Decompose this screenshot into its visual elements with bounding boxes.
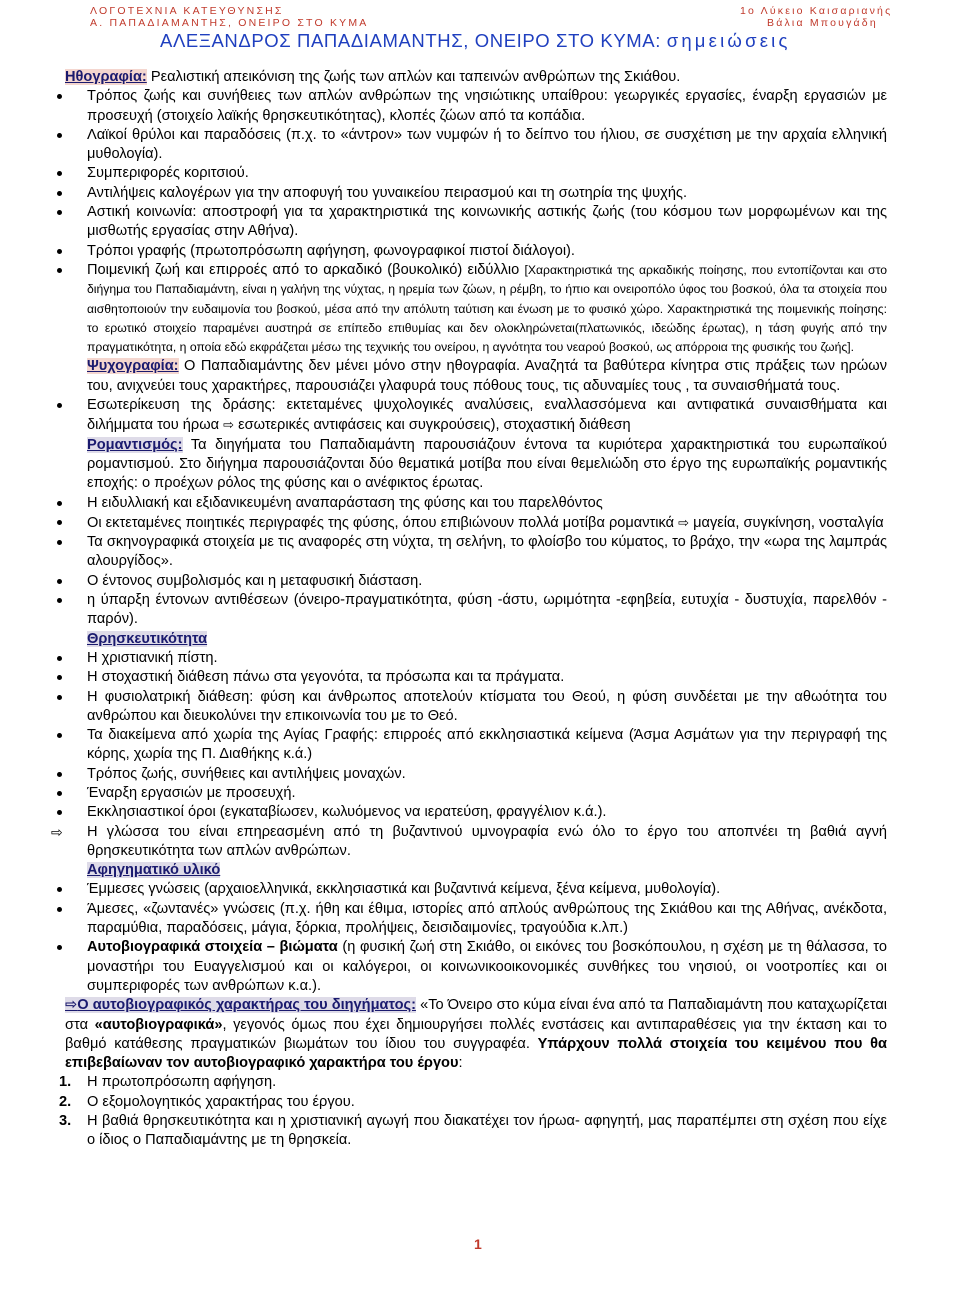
header-school: 1ο Λύκειο Καισαριανής xyxy=(740,5,893,17)
list-item: Τρόπος ζωής, συνήθειες και αντιλήψεις μοναχών. xyxy=(65,765,887,784)
bio-bold: Αυτοβιογραφικά στοιχεία – βιώματα xyxy=(87,939,338,956)
list-item: Τρόποι γραφής (πρωτοπρόσωπη αφήγηση, φωνογραφικοί πιστοί διάλογοι). xyxy=(65,242,887,261)
list-item: Αστική κοινωνία: αποστροφή για τα χαρακτηριστικά της κοινωνικής αστικής ζωής (του κόσμου των μορφωμένων και της μισθωτής εργασίας στην Αθήνα). xyxy=(65,203,887,242)
romantismos-text: Τα διηγήματα του Παπαδιαμάντη παρουσιάζουν έντονα τα κυριότερα χαρακτηριστικά του ευρωπαϊκού ρομαντισμού. Στο διήγημα παρουσιάζονται δύο θεματικά μοτίβα που είναι θεμελιώδη στο έργο της ευρωπαϊκής ρομαντικής εποχής: ο προέχων ρόλος της φύσης και ο ανέφικτος έρωτας. xyxy=(87,436,887,492)
autobio-colon: : xyxy=(458,1055,463,1072)
page-number: 1 xyxy=(474,1236,482,1252)
list-item: Συμπεριφορές κοριτσιού. xyxy=(65,164,887,183)
list-item xyxy=(65,396,887,436)
section-ithografia xyxy=(65,68,887,87)
autobio-text1-bold: «αυτοβιογραφικά» xyxy=(94,1016,223,1033)
title-sub: σημειώσεις xyxy=(666,30,791,51)
list-item: Έμμεσες γνώσεις (αρχαιοελληνικά, εκκλησιαστικά και βυζαντινά κείμενα, ξένα κείμενα, μυθολογία). xyxy=(65,880,887,899)
autobio-text2-bold: Υπάρχουν πολλά στοιχεία του κειμένου που θα επιβεβαίωναν τον αυτοβιογραφικό χαρακτήρα του έργου xyxy=(65,1035,887,1072)
numbered-item xyxy=(59,1073,887,1092)
autobio-text2: , γεγονός όμως που έχει δημιουργήσει πολλές ενστάσεις και αντιπαραθέσεις για την έκταση και το βαθμό κατάθεσης πραγματικών βιωμάτων του ίδιου του συγγραφέα. xyxy=(65,1016,887,1052)
arrow-icon: ⇨ xyxy=(65,997,78,1014)
arrow-icon: ⇨ xyxy=(51,823,63,840)
heading-romantismos: Ρομαντισμός: xyxy=(87,436,183,453)
header-work: Α. ΠΑΠΑΔΙΑΜΑΝΤΗΣ, ΟΝΕΙΡΟ ΣΤΟ ΚΥΜΑ xyxy=(90,17,369,29)
romantismos-item-text: Οι εκτεταμένες ποιητικές περιγραφές της φύσης, όπου επιβιώνουν πολλά μοτίβα ρομαντικά xyxy=(87,514,675,531)
header-teacher: Βάλια Μπουγάδη xyxy=(767,17,878,29)
page-title xyxy=(160,30,791,52)
section-romantismos xyxy=(65,436,887,494)
document-body xyxy=(51,68,888,1151)
bio-text: (η φυσική ζωή στη Σκιάθο, οι εικόνες του βοσκόπουλου, η σχέση με τη θάλασσα, το μοναστήρι του Ευαγγελισμού και οι καλόγεροι, οι κοινωνικοοικονομικές συνθήκες του νησιού, οι νοοτροπίες και οι συμπεριφορές των ανθρώπων κ.α.). xyxy=(87,939,887,994)
section-afigimatiko xyxy=(65,861,887,880)
pastoral-main: Ποιμενική ζωή και επιρροές από το αρκαδικό (βουκολικό) ειδύλλιο xyxy=(87,261,525,278)
heading-afigimatiko: Αφηγηματικό υλικό xyxy=(87,862,221,879)
section-autobio xyxy=(65,996,887,1073)
numbered-item xyxy=(59,1093,887,1112)
list-item: Άμεσες, «ζωντανές» γνώσεις (π.χ. ήθη και έθιμα, ιστορίες από απλούς ανθρώπους της Σκιάθου και της Αθήνας, ανέκδοτα, παραμύθια, παραδόσεις, μάγια, ξόρκια, προλήψεις, δεισιδαιμονίες, τραγούδια κ.λπ.) xyxy=(65,900,887,939)
list-item: Λαϊκοί θρύλοι και παραδόσεις (π.χ. το «άντρον» των νυμφών ή το δείπνο του ήλιου, σε συσχέτιση με την αρχαία ελληνική μυθολογία). xyxy=(65,126,887,165)
heading-autobio-text: Ο αυτοβιογραφικός χαρακτήρας του διηγήματος: xyxy=(77,997,416,1014)
header-subject: ΛΟΓΟΤΕΧΝΙΑ ΚΑΤΕΥΘΥΝΣΗΣ xyxy=(90,5,284,17)
item-text: Η βαθιά θρησκευτικότητα και η χριστιανική αγωγή που διακατέχει τον ήρωα- αφηγητή, μας παραπέμπει στη σχέση που είχε ο ίδιος ο Παπαδιαμάντης με τη θρησκεία. xyxy=(87,1113,887,1149)
list-item: Ο έντονος συμβολισμός και η μεταφυσική διάσταση. xyxy=(65,572,887,591)
list-item: η ύπαρξη έντονων αντιθέσεων (όνειρο-πραγματικότητα, φύση -άστυ, ωριμότητα -εφηβεία, ευτυχία - δυστυχία, παρελθόν - παρόν). xyxy=(65,591,887,630)
list-item xyxy=(65,513,887,533)
item-number: 3. xyxy=(59,1113,72,1130)
section-psychografia xyxy=(65,357,887,396)
list-item: Η στοχαστική διάθεση πάνω στα γεγονότα, τα πρόσωπα και τα πράγματα. xyxy=(65,668,887,687)
psychografia-item-text-2: εσωτερικές αντιφάσεις και συγκρούσεις), στοχαστική διάθεση xyxy=(234,417,631,434)
list-item: Η φυσιολατρική διάθεση: φύση και άνθρωπος αποτελούν κτίσματα του Θεού, η φύση συνδέεται με την αθωότητα του ανθρώπου και διευκολύνει την επικοινωνία του με το Θεό. xyxy=(65,688,887,727)
list-item: Η ειδυλλιακή και εξιδανικευμένη αναπαράσταση της φύσης και του παρελθόντος xyxy=(65,494,887,513)
arrow-icon: ⇨ xyxy=(223,417,235,433)
heading-autobio xyxy=(65,997,416,1013)
list-item: Έναρξη εργασιών με προσευχή. xyxy=(65,784,887,803)
list-item: Η χριστιανική πίστη. xyxy=(65,649,887,668)
list-item: Αντιλήψεις καλογέρων για την αποφυγή του γυναικείου πειρασμού και τη σωτηρία της ψυχής. xyxy=(65,184,887,203)
psychografia-item-text: Εσωτερίκευση της δράσης: εκτεταμένες ψυχολογικές αναλύσεις, εναλλασσόμενα και αντιφατικά συναισθήματα και διλήμματα του ήρωα xyxy=(87,397,887,434)
item-text: Ο εξομολογητικός χαρακτήρας του έργου. xyxy=(87,1093,355,1110)
title-main: ΑΛΕΞΑΝΔΡΟΣ ΠΑΠΑΔΙΑΜΑΝΤΗΣ, ΟΝΕΙΡΟ ΣΤΟ ΚΥΜΑ: xyxy=(160,30,661,51)
arrow-item-text: Η γλώσσα του είναι επηρεασμένη από τη βυζαντινού υμνογραφία ενώ όλο το έργο του αποπνέει τη βαθιά αγνή θρησκευτικότητα των απλών ανθρώπων. xyxy=(87,823,887,859)
heading-psychografia: Ψυχογραφία: xyxy=(87,358,179,375)
item-number: 1. xyxy=(59,1074,72,1091)
romantismos-item-text-2: μαγεία, συγκίνηση, νοσταλγία xyxy=(689,514,884,531)
section-thriskeftikotita xyxy=(65,630,887,649)
pastoral-note: [Χαρακτηριστικά της αρκαδικής ποίησης, που εντοπίζονται και στο διήγημα του Παπαδιαμάντη, είναι η γαλήνη της νύχτας, η ηρεμία των ζώων, η ρέμβη, το ήπιο και ονειροπόλο ύφος του βοσκού, όλα τα στοιχεία που αισθητοποιούν την ευδαιμονία του βοσκού, μέσα από την απόλυτη ταύτιση και ένωση με το φυσικό χώρο. Χαρακτηριστικά της ποιμενικής ποίησης: το ερωτικό στοιχείο παραμένει αυστηρά σε επίπεδο επιθυμίας και δεν ολοκληρώνεται(πλατωνικός, ιδεώδης έρωτας), η τάση φυγής από την πραγματικότητα, η οποία εδώ εκφράζεται μέσω της τεχνικής του ονείρου, η αγνότητα του νεαρού βοσκού, ως απόρροια της φυσικής του ζωής]. xyxy=(87,262,887,355)
numbered-item xyxy=(59,1112,887,1151)
psychografia-text: Ο Παπαδιαμάντης δεν μένει μόνο στην ηθογραφία. Αναζητά τα βαθύτερα κίνητρα στις πράξεις των ηρώων του, ανιχνεύει τους χαρακτήρες, παρουσιάζει γλαφυρά τους πόθους τους, τις αδυναμίες τους , τα συναισθήματά τους. xyxy=(87,358,887,394)
list-item: Τρόπος ζωής και συνήθειες των απλών ανθρώπων της νησιώτικης υπαίθρου: γεωργικές εργασίες, έναρξη εργασιών με προσευχή (στοιχείο λαϊκής θρησκευτικότητας), κλοπές ζώων από τα κοπάδια. xyxy=(65,87,887,126)
list-item xyxy=(65,938,887,996)
list-item: Τα σκηνογραφικά στοιχεία με τις αναφορές στη νύχτα, τη σελήνη, το φλοίσβο του κύματος, το βράχο, την «ωρα της λαμπράς αλουργίδος». xyxy=(65,533,887,572)
heading-ithografia: Ηθογραφία: xyxy=(65,69,147,85)
list-item-arrow xyxy=(51,823,887,862)
list-item: Τα διακείμενα από χωρία της Αγίας Γραφής: επιρροές από εκκλησιαστικά κείμενα (Άσμα Ασμάτων για την περιγραφή της κόρης, χωρία της Π. Διαθήκης κ.ά.) xyxy=(65,726,887,765)
item-text: Η πρωτοπρόσωπη αφήγηση. xyxy=(87,1074,277,1091)
autobio-text1: «Το Όνειρο στο κύμα είναι ένα από τα Παπαδιαμάντη που καταχωρίζεται στα xyxy=(65,997,888,1033)
item-number: 2. xyxy=(59,1093,72,1110)
arrow-icon: ⇨ xyxy=(678,514,690,530)
list-item: Εκκλησιαστικοί όροι (εγκαταβίωσεν, κωλυόμενος να ιερατεύση, φραγγέλιον κ.ά.). xyxy=(65,803,887,822)
heading-thriskeftikotita: Θρησκευτικότητα xyxy=(87,630,208,647)
ithografia-intro: Ρεαλιστική απεικόνιση της ζωής των απλών και ταπεινών ανθρώπων της Σκιάθου. xyxy=(146,69,681,85)
list-item-pastoral xyxy=(65,261,887,357)
